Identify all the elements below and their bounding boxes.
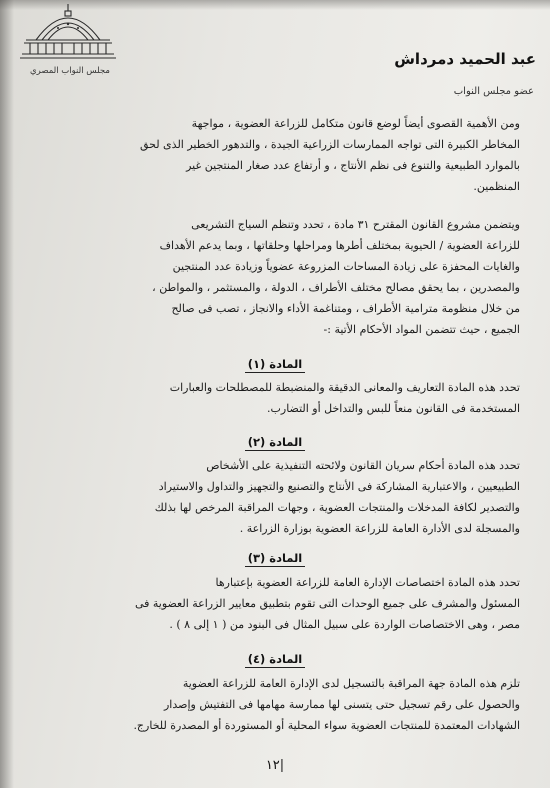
text-line: بالموارد الطبيعية والتنوع فى نظم الأنتاج ، و أرتفاع عدد صغار المنتجين غير (186, 159, 520, 172)
text-line: من خلال منظومة مترامية الأطراف ، ومتناغمة الأداء والانجاز ، تصب فى صالح (171, 302, 520, 315)
paragraph-intro (30, 113, 520, 197)
text-line: تحدد هذه المادة أحكام سريان القانون ولائحته التنفيذية على الأشخاص (206, 459, 520, 472)
article-3-heading (0, 551, 550, 565)
text-line: والغايات المحفزة على زيادة المساحات المزروعة عضوياً وزيادة عدد المنتجين (172, 260, 520, 273)
article-1-heading (0, 357, 550, 371)
text-line: المستخدمة فى القانون منعاً للبس والتداخل أو التضارب. (267, 402, 520, 415)
text-line: تحدد هذه المادة اختصاصات الإدارة العامة للزراعة العضوية بإعتبارها (215, 576, 520, 589)
parliament-dome-logo-icon (18, 2, 118, 62)
article-2-heading (0, 435, 550, 449)
page-number: ١٢| (265, 758, 285, 773)
article-2-body (30, 455, 520, 539)
article-3-heading-text: المادة (٣) (245, 551, 306, 567)
text-line: المخاطر الكبيرة التى تواجه الممارسات الزراعية الجيدة ، والتدهور الخطير الذى لحق (139, 138, 520, 151)
page-shadow-left (0, 0, 14, 788)
article-1-heading-text: المادة (١) (245, 357, 306, 373)
text-line: الجميع ، حيث تتضمن المواد الأحكام الأتية :- (323, 323, 520, 336)
article-3-body (30, 572, 520, 635)
text-line: والمسجلة لدى الأدارة العامة للزراعة العضوية بوزارة الزراعة . (239, 522, 520, 535)
text-line: الشهادات المعتمدة للمنتجات العضوية سواء المحلية أو المستوردة أو المصدرة للخارج. (133, 719, 520, 732)
text-line: تلزم هذه المادة جهة المراقبة بالتسجيل لدى الإدارة العامة للزراعة العضوية (182, 677, 520, 690)
article-4-heading-text: المادة (٤) (245, 652, 306, 668)
text-line: المنظمين. (473, 180, 520, 193)
text-line: مصر ، وهى الاختصاصات الواردة على سبيل المثال فى البنود من ( ١ إلى ٨ ) . (169, 618, 520, 631)
article-4-body (30, 673, 520, 736)
text-line: الطبيعيين ، والاعتبارية المشاركة فى الأنتاج والتصنيع والتجهيز والتداول والاستيراد (158, 480, 520, 493)
text-line: المسئول والمشرف على جميع الوحدات التى تقوم بتطبيق معايير الزراعة العضوية فى (134, 597, 520, 610)
article-4-heading (0, 652, 550, 666)
text-line: ويتضمن مشروع القانون المقترح ٣١ مادة ، تحدد وتنظم السياج التشريعى (191, 218, 520, 231)
member-title: عضو مجلس النواب (453, 86, 534, 97)
text-line: والتصدير لكافة المدخلات والمنتجات العضوية ، وجهات المراقبة المرخص لها بذلك (154, 501, 520, 514)
text-line: تحدد هذه المادة التعاريف والمعانى الدقيقة والمنضبطة للمصطلحات والعبارات (169, 381, 520, 394)
text-line: والحصول على رقم تسجيل حتى يتسنى لها ممارسة مهامها فى التفتيش وإصدار (163, 698, 520, 711)
paragraph-summary (30, 214, 520, 340)
text-line: ومن الأهمية القصوى أيضاً لوضع قانون متكامل للزراعة العضوية ، مواجهة (191, 117, 520, 130)
text-line: والمصدرين ، بما يحقق مصالح مختلف الأطراف ، الدولة ، والمستثمر ، والمواطن ، (152, 281, 520, 294)
member-name: عبد الحميد دمرداش (394, 50, 536, 68)
article-2-heading-text: المادة (٢) (245, 435, 306, 451)
text-line: للزراعة العضوية / الحيوية بمختلف أطرها ومراحلها وحلقاتها ، وبما يدعم الأهداف (159, 239, 520, 252)
article-1-body (30, 377, 520, 419)
parliament-name: مجلس النواب المصري (30, 66, 110, 76)
